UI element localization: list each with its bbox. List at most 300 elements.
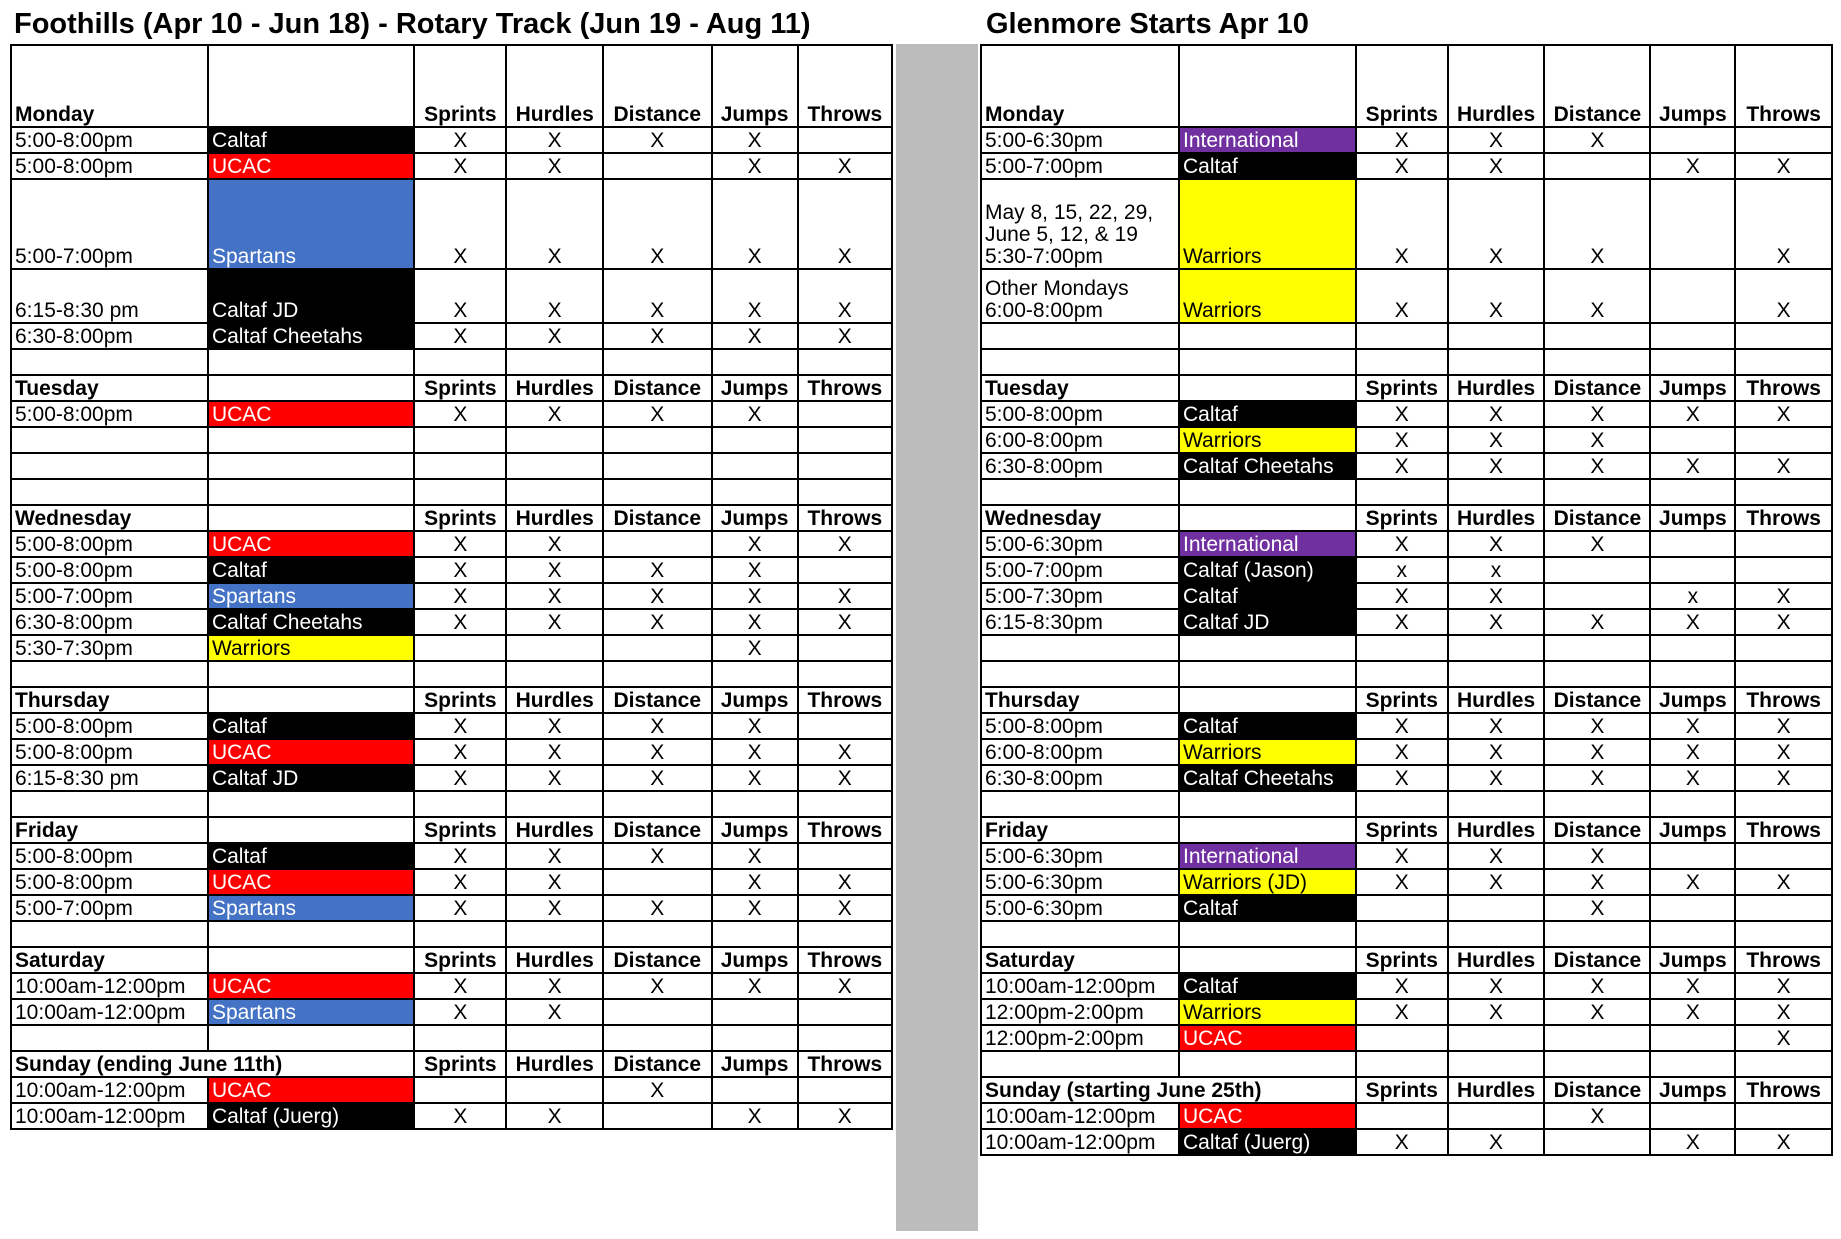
empty-cell xyxy=(1448,921,1545,947)
day-header-row-saturday xyxy=(11,947,892,973)
mark-hurdles: X xyxy=(506,765,603,791)
column-header-throws: Throws xyxy=(798,1051,892,1077)
column-header-throws: Throws xyxy=(798,45,892,127)
blank-row xyxy=(11,349,892,375)
mark-distance: X xyxy=(1544,869,1650,895)
glenmore-schedule-table xyxy=(980,44,1833,1156)
empty-cell xyxy=(1650,791,1735,817)
day-header-row-thursday xyxy=(11,687,892,713)
team-cell-caltaf: Caltaf xyxy=(208,557,414,583)
mark-sprints: X xyxy=(414,895,506,921)
column-header-jumps: Jumps xyxy=(712,687,798,713)
mark-distance: X xyxy=(1544,765,1650,791)
empty-cell xyxy=(414,791,506,817)
mark-sprints: X xyxy=(414,869,506,895)
mark-jumps xyxy=(1650,127,1735,153)
mark-jumps: X xyxy=(1650,999,1735,1025)
mark-jumps: X xyxy=(712,583,798,609)
blank-row xyxy=(11,661,892,687)
mark-sprints: X xyxy=(1356,869,1448,895)
empty-cell xyxy=(1179,1051,1356,1077)
empty-cell xyxy=(712,1025,798,1051)
team-cell-caltaf: Caltaf xyxy=(1179,973,1356,999)
mark-distance: X xyxy=(603,843,712,869)
mark-hurdles: X xyxy=(1448,869,1545,895)
team-cell-warriors: Warriors xyxy=(1179,427,1356,453)
column-header-sprints: Sprints xyxy=(1356,1077,1448,1103)
blank-row xyxy=(981,635,1832,661)
mark-throws xyxy=(798,999,892,1025)
blank-row xyxy=(11,791,892,817)
column-header-jumps: Jumps xyxy=(1650,375,1735,401)
empty-cell xyxy=(798,921,892,947)
mark-throws xyxy=(798,401,892,427)
schedule-row xyxy=(11,1077,892,1103)
column-header-sprints: Sprints xyxy=(1356,817,1448,843)
empty-cell xyxy=(506,349,603,375)
mark-jumps: X xyxy=(1650,973,1735,999)
column-header-jumps: Jumps xyxy=(712,1051,798,1077)
mark-hurdles xyxy=(506,1077,603,1103)
mark-jumps: X xyxy=(712,973,798,999)
empty-cell xyxy=(1650,479,1735,505)
mark-jumps xyxy=(1650,269,1735,323)
mark-throws: X xyxy=(1735,453,1832,479)
column-header-sprints: Sprints xyxy=(1356,45,1448,127)
blank-row xyxy=(981,349,1832,375)
mark-distance xyxy=(1544,557,1650,583)
time-cell: 6:15-8:30pm xyxy=(981,609,1179,635)
mark-sprints: X xyxy=(414,765,506,791)
mark-distance: X xyxy=(603,895,712,921)
team-cell-caltaf: Caltaf xyxy=(1179,583,1356,609)
column-header-hurdles: Hurdles xyxy=(506,1051,603,1077)
day-header-row-wednesday xyxy=(981,505,1832,531)
mark-sprints: X xyxy=(414,323,506,349)
team-cell-spartans: Spartans xyxy=(208,583,414,609)
empty-cell xyxy=(208,479,414,505)
mark-sprints: X xyxy=(414,153,506,179)
empty-cell xyxy=(603,791,712,817)
mark-throws xyxy=(1735,127,1832,153)
empty-cell xyxy=(506,453,603,479)
empty-cell xyxy=(603,479,712,505)
mark-hurdles: X xyxy=(1448,999,1545,1025)
team-cell-ucac: UCAC xyxy=(208,1077,414,1103)
mark-jumps: X xyxy=(1650,765,1735,791)
mark-jumps xyxy=(1650,843,1735,869)
mark-throws: X xyxy=(1735,999,1832,1025)
mark-throws xyxy=(798,127,892,153)
schedule-row xyxy=(11,765,892,791)
mark-sprints: X xyxy=(1356,269,1448,323)
empty-cell xyxy=(11,1025,208,1051)
mark-throws: X xyxy=(798,583,892,609)
schedule-row xyxy=(981,973,1832,999)
mark-throws: X xyxy=(798,869,892,895)
day-label: Sunday (starting June 25th) xyxy=(981,1077,1356,1103)
empty-cell xyxy=(1544,661,1650,687)
time-cell: 6:15-8:30 pm xyxy=(11,269,208,323)
day-header-row-friday xyxy=(981,817,1832,843)
column-header-distance: Distance xyxy=(603,505,712,531)
mark-jumps xyxy=(1650,531,1735,557)
mark-sprints: X xyxy=(414,269,506,323)
column-header-jumps: Jumps xyxy=(1650,505,1735,531)
mark-sprints: X xyxy=(414,843,506,869)
mark-jumps: X xyxy=(1650,1129,1735,1155)
mark-jumps: X xyxy=(712,127,798,153)
mark-distance: X xyxy=(1544,427,1650,453)
empty-cell xyxy=(414,453,506,479)
column-header-jumps: Jumps xyxy=(1650,1077,1735,1103)
empty-cell xyxy=(1544,1051,1650,1077)
time-cell: 5:00-6:30pm xyxy=(981,531,1179,557)
column-header-distance: Distance xyxy=(603,45,712,127)
mark-sprints: X xyxy=(1356,843,1448,869)
mark-distance xyxy=(1544,1129,1650,1155)
time-cell: 5:00-6:30pm xyxy=(981,843,1179,869)
empty-cell xyxy=(1544,921,1650,947)
empty-cell xyxy=(1544,791,1650,817)
time-cell: 5:00-7:30pm xyxy=(981,583,1179,609)
schedule-row xyxy=(11,583,892,609)
empty-cell xyxy=(506,661,603,687)
empty-cell xyxy=(603,1025,712,1051)
mark-throws xyxy=(1735,843,1832,869)
mark-sprints xyxy=(1356,1103,1448,1129)
time-cell: 10:00am-12:00pm xyxy=(981,973,1179,999)
mark-hurdles: X xyxy=(506,401,603,427)
empty-cell xyxy=(798,1025,892,1051)
mark-hurdles: X xyxy=(1448,401,1545,427)
empty-cell xyxy=(414,427,506,453)
column-header-hurdles: Hurdles xyxy=(506,947,603,973)
team-cell-caltaf-jd: Caltaf JD xyxy=(208,269,414,323)
day-header-row-wednesday xyxy=(11,505,892,531)
column-header-hurdles: Hurdles xyxy=(1448,817,1545,843)
mark-jumps: X xyxy=(712,557,798,583)
schedule-row xyxy=(11,973,892,999)
mark-distance xyxy=(603,531,712,557)
blank-row xyxy=(11,921,892,947)
team-cell-caltaf-jd: Caltaf JD xyxy=(208,765,414,791)
empty-cell xyxy=(1356,479,1448,505)
day-label: Wednesday xyxy=(11,505,208,531)
empty-cell xyxy=(603,661,712,687)
mark-distance: X xyxy=(1544,127,1650,153)
empty-cell xyxy=(1544,323,1650,349)
team-cell-caltaf-cheetahs: Caltaf Cheetahs xyxy=(208,323,414,349)
empty-cell xyxy=(798,427,892,453)
mark-distance: X xyxy=(603,973,712,999)
mark-distance: X xyxy=(603,765,712,791)
empty-cell xyxy=(208,349,414,375)
day-label: Thursday xyxy=(981,687,1179,713)
schedule-row xyxy=(981,153,1832,179)
column-header-throws: Throws xyxy=(1735,505,1832,531)
empty-cell xyxy=(1356,1051,1448,1077)
mark-distance: X xyxy=(1544,179,1650,269)
mark-throws xyxy=(798,1077,892,1103)
mark-hurdles: X xyxy=(1448,453,1545,479)
mark-hurdles: X xyxy=(506,153,603,179)
empty-cell xyxy=(1179,687,1356,713)
mark-sprints: X xyxy=(414,973,506,999)
empty-cell xyxy=(798,479,892,505)
mark-sprints: X xyxy=(1356,153,1448,179)
mark-jumps: X xyxy=(1650,739,1735,765)
schedule-row xyxy=(981,765,1832,791)
schedule-row xyxy=(11,531,892,557)
mark-jumps xyxy=(1650,557,1735,583)
empty-cell xyxy=(208,921,414,947)
empty-cell xyxy=(208,453,414,479)
empty-cell xyxy=(1179,479,1356,505)
schedule-row xyxy=(11,557,892,583)
mark-jumps: X xyxy=(712,765,798,791)
mark-throws xyxy=(1735,1103,1832,1129)
blank-row xyxy=(981,323,1832,349)
mark-throws xyxy=(1735,895,1832,921)
mark-distance: X xyxy=(603,557,712,583)
empty-cell xyxy=(11,427,208,453)
mark-throws xyxy=(798,557,892,583)
empty-cell xyxy=(712,349,798,375)
team-cell-ucac: UCAC xyxy=(208,869,414,895)
column-header-sprints: Sprints xyxy=(414,375,506,401)
time-cell: 5:00-8:00pm xyxy=(11,713,208,739)
mark-sprints xyxy=(1356,1025,1448,1051)
mark-distance: X xyxy=(1544,973,1650,999)
mark-throws: X xyxy=(1735,583,1832,609)
mark-hurdles: X xyxy=(506,999,603,1025)
empty-cell xyxy=(1356,791,1448,817)
empty-cell xyxy=(1735,1051,1832,1077)
schedule-row xyxy=(11,269,892,323)
empty-cell xyxy=(208,1025,414,1051)
team-cell-caltaf-juerg: Caltaf (Juerg) xyxy=(1179,1129,1356,1155)
mark-throws: X xyxy=(1735,739,1832,765)
mark-sprints: X xyxy=(414,127,506,153)
mark-throws: X xyxy=(1735,1129,1832,1155)
team-cell-international: International xyxy=(1179,843,1356,869)
blank-row xyxy=(11,427,892,453)
blank-row xyxy=(981,661,1832,687)
schedule-row xyxy=(981,869,1832,895)
time-cell: 12:00pm-2:00pm xyxy=(981,999,1179,1025)
column-header-jumps: Jumps xyxy=(712,375,798,401)
foothills-schedule-title: Foothills (Apr 10 - Jun 18) - Rotary Track (Jun 19 - Aug 11) xyxy=(14,8,811,40)
time-cell: May 8, 15, 22, 29, June 5, 12, & 19 5:30-7:00pm xyxy=(981,179,1179,269)
mark-distance: X xyxy=(1544,843,1650,869)
mark-distance: X xyxy=(603,323,712,349)
mark-hurdles: X xyxy=(1448,269,1545,323)
column-header-throws: Throws xyxy=(1735,1077,1832,1103)
empty-cell xyxy=(1735,661,1832,687)
mark-hurdles: x xyxy=(1448,557,1545,583)
schedule-row xyxy=(11,323,892,349)
schedule-row xyxy=(981,427,1832,453)
mark-distance: X xyxy=(1544,713,1650,739)
mark-jumps: X xyxy=(712,323,798,349)
empty-cell xyxy=(603,427,712,453)
empty-cell xyxy=(981,635,1179,661)
mark-sprints: X xyxy=(1356,127,1448,153)
column-header-sprints: Sprints xyxy=(414,817,506,843)
day-label: Thursday xyxy=(11,687,208,713)
empty-cell xyxy=(981,791,1179,817)
schedule-row xyxy=(11,713,892,739)
mark-throws xyxy=(1735,557,1832,583)
schedule-row xyxy=(11,869,892,895)
empty-cell xyxy=(712,921,798,947)
mark-distance: X xyxy=(1544,531,1650,557)
time-cell: Other Mondays 6:00-8:00pm xyxy=(981,269,1179,323)
schedule-row xyxy=(981,583,1832,609)
mark-hurdles: X xyxy=(1448,153,1545,179)
mark-jumps: X xyxy=(712,713,798,739)
time-cell: 5:00-8:00pm xyxy=(11,843,208,869)
empty-cell xyxy=(1179,45,1356,127)
column-header-hurdles: Hurdles xyxy=(1448,947,1545,973)
mark-throws: X xyxy=(798,973,892,999)
time-cell: 5:00-8:00pm xyxy=(11,401,208,427)
team-cell-caltaf: Caltaf xyxy=(1179,153,1356,179)
mark-sprints: X xyxy=(1356,739,1448,765)
mark-throws: X xyxy=(1735,1025,1832,1051)
column-header-distance: Distance xyxy=(1544,817,1650,843)
schedule-row xyxy=(981,895,1832,921)
empty-cell xyxy=(798,349,892,375)
empty-cell xyxy=(798,661,892,687)
empty-cell xyxy=(1356,323,1448,349)
mark-sprints: X xyxy=(1356,531,1448,557)
schedule-row xyxy=(981,453,1832,479)
empty-cell xyxy=(506,791,603,817)
column-header-jumps: Jumps xyxy=(712,45,798,127)
mark-sprints: X xyxy=(414,1103,506,1129)
empty-cell xyxy=(1179,323,1356,349)
time-cell: 10:00am-12:00pm xyxy=(11,973,208,999)
empty-cell xyxy=(11,479,208,505)
empty-cell xyxy=(208,427,414,453)
mark-jumps: X xyxy=(1650,453,1735,479)
empty-cell xyxy=(208,505,414,531)
empty-cell xyxy=(1448,635,1545,661)
mark-jumps: X xyxy=(712,609,798,635)
day-header-row-sunday-ending-june-11th xyxy=(11,1051,892,1077)
mark-throws: X xyxy=(1735,973,1832,999)
mark-jumps xyxy=(1650,179,1735,269)
column-header-distance: Distance xyxy=(1544,687,1650,713)
column-header-hurdles: Hurdles xyxy=(1448,505,1545,531)
mark-throws xyxy=(798,635,892,661)
column-header-distance: Distance xyxy=(1544,1077,1650,1103)
column-header-hurdles: Hurdles xyxy=(1448,1077,1545,1103)
team-cell-caltaf: Caltaf xyxy=(208,127,414,153)
mark-sprints: X xyxy=(414,557,506,583)
empty-cell xyxy=(603,349,712,375)
team-cell-caltaf: Caltaf xyxy=(208,713,414,739)
empty-cell xyxy=(981,1051,1179,1077)
team-cell-ucac: UCAC xyxy=(208,153,414,179)
mark-throws: X xyxy=(798,609,892,635)
mark-hurdles: X xyxy=(1448,739,1545,765)
team-cell-ucac: UCAC xyxy=(1179,1025,1356,1051)
mark-hurdles: X xyxy=(506,869,603,895)
time-cell: 5:00-8:00pm xyxy=(981,401,1179,427)
column-header-jumps: Jumps xyxy=(1650,947,1735,973)
team-cell-caltaf-cheetahs: Caltaf Cheetahs xyxy=(1179,453,1356,479)
mark-hurdles: X xyxy=(506,583,603,609)
mark-sprints: X xyxy=(414,609,506,635)
time-cell: 5:00-7:00pm xyxy=(11,179,208,269)
empty-cell xyxy=(1448,349,1545,375)
mark-throws: X xyxy=(1735,269,1832,323)
mark-hurdles: X xyxy=(506,895,603,921)
time-cell: 5:30-7:30pm xyxy=(11,635,208,661)
mark-distance: X xyxy=(603,713,712,739)
mark-hurdles: X xyxy=(506,973,603,999)
mark-distance: X xyxy=(1544,895,1650,921)
schedule-row xyxy=(11,1103,892,1129)
mark-sprints: X xyxy=(1356,401,1448,427)
day-label: Sunday (ending June 11th) xyxy=(11,1051,414,1077)
mark-throws: X xyxy=(798,153,892,179)
mark-jumps: X xyxy=(712,635,798,661)
empty-cell xyxy=(1179,817,1356,843)
blank-row xyxy=(11,479,892,505)
mark-sprints: X xyxy=(1356,973,1448,999)
schedule-row xyxy=(981,1129,1832,1155)
column-header-throws: Throws xyxy=(798,505,892,531)
time-cell: 5:00-8:00pm xyxy=(11,153,208,179)
foothills-schedule-table xyxy=(10,44,893,1130)
empty-cell xyxy=(712,791,798,817)
team-cell-caltaf-cheetahs: Caltaf Cheetahs xyxy=(1179,765,1356,791)
empty-cell xyxy=(1179,921,1356,947)
column-header-sprints: Sprints xyxy=(1356,947,1448,973)
mark-throws: X xyxy=(798,323,892,349)
blank-row xyxy=(11,1025,892,1051)
mark-jumps: X xyxy=(712,179,798,269)
empty-cell xyxy=(1356,635,1448,661)
empty-cell xyxy=(11,349,208,375)
column-header-distance: Distance xyxy=(1544,45,1650,127)
team-cell-ucac: UCAC xyxy=(1179,1103,1356,1129)
empty-cell xyxy=(506,1025,603,1051)
empty-cell xyxy=(981,921,1179,947)
mark-jumps: X xyxy=(712,153,798,179)
mark-distance: X xyxy=(1544,609,1650,635)
team-cell-caltaf: Caltaf xyxy=(1179,895,1356,921)
mark-sprints: X xyxy=(1356,999,1448,1025)
empty-cell xyxy=(1650,635,1735,661)
mark-hurdles: X xyxy=(506,843,603,869)
mark-sprints: X xyxy=(414,583,506,609)
mark-throws xyxy=(1735,531,1832,557)
column-header-sprints: Sprints xyxy=(1356,687,1448,713)
mark-jumps: X xyxy=(1650,713,1735,739)
mark-hurdles: X xyxy=(506,323,603,349)
empty-cell xyxy=(981,661,1179,687)
mark-hurdles xyxy=(1448,1025,1545,1051)
team-cell-warriors: Warriors xyxy=(1179,739,1356,765)
time-cell: 5:00-7:00pm xyxy=(11,583,208,609)
mark-sprints: x xyxy=(1356,557,1448,583)
time-cell: 6:15-8:30 pm xyxy=(11,765,208,791)
